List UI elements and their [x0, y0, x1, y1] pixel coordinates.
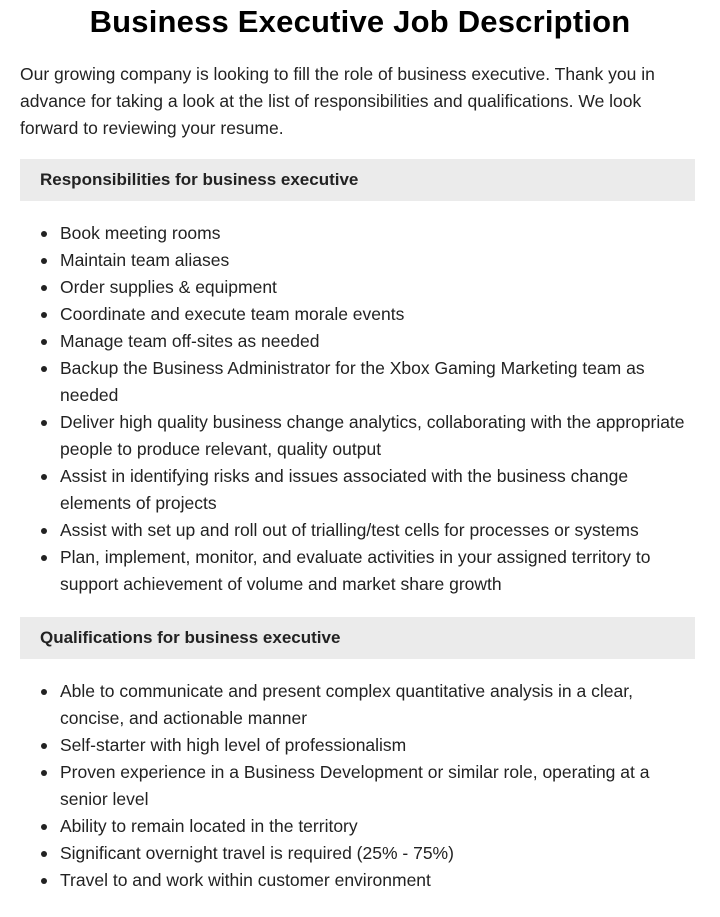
- responsibility-item: [20, 220, 695, 247]
- bullet-icon: [41, 878, 47, 884]
- responsibility-item: [20, 355, 695, 409]
- qualification-text: Travel to and work within customer environment: [60, 870, 431, 890]
- responsibility-text: Manage team off-sites as needed: [60, 331, 320, 351]
- qualification-text: Self-starter with high level of professionalism: [60, 735, 407, 755]
- bullet-icon: [41, 824, 47, 830]
- qualification-text: Significant overnight travel is required (25% - 75%): [60, 843, 454, 863]
- qualifications-list: [20, 678, 695, 894]
- qualification-text: Proven experience in a Business Development or similar role, operating at a senior level: [60, 762, 650, 809]
- responsibility-item: [20, 328, 695, 355]
- bullet-icon: [41, 555, 47, 561]
- bullet-icon: [41, 689, 47, 695]
- qualification-item: [20, 813, 695, 840]
- responsibility-text: Maintain team aliases: [60, 250, 230, 270]
- qualification-text: Able to communicate and present complex quantitative analysis in a clear, concise, and actionable manner: [60, 681, 633, 728]
- page-title: Business Executive Job Description: [89, 4, 631, 39]
- responsibility-text: Assist in identifying risks and issues associated with the business change elements of projects: [60, 466, 629, 513]
- bullet-icon: [41, 312, 47, 318]
- bullet-icon: [41, 851, 47, 857]
- responsibility-item: [20, 274, 695, 301]
- bullet-icon: [41, 770, 47, 776]
- bullet-icon: [41, 366, 47, 372]
- qualification-item: [20, 840, 695, 867]
- responsibility-item: [20, 517, 695, 544]
- qualification-item: [20, 867, 695, 894]
- qualifications-header: Qualifications for business executive: [20, 617, 695, 659]
- qualification-item: [20, 759, 695, 813]
- bullet-icon: [41, 285, 47, 291]
- responsibility-text: Coordinate and execute team morale events: [60, 304, 405, 324]
- responsibility-item: [20, 301, 695, 328]
- responsibility-item: [20, 463, 695, 517]
- responsibility-text: Book meeting rooms: [60, 223, 221, 243]
- bullet-icon: [41, 258, 47, 264]
- responsibilities-list: [20, 220, 695, 598]
- responsibility-text: Order supplies & equipment: [60, 277, 277, 297]
- responsibility-text: Assist with set up and roll out of trialling/test cells for processes or systems: [60, 520, 639, 540]
- bullet-icon: [41, 420, 47, 426]
- bullet-icon: [41, 743, 47, 749]
- qualification-item: [20, 732, 695, 759]
- responsibilities-header: Responsibilities for business executive: [20, 159, 695, 201]
- bullet-icon: [41, 528, 47, 534]
- responsibility-item: [20, 409, 695, 463]
- responsibility-item: [20, 544, 695, 598]
- bullet-icon: [41, 339, 47, 345]
- qualification-text: Ability to remain located in the territory: [60, 816, 358, 836]
- intro-paragraph: Our growing company is looking to fill the role of business executive. Thank you in advance for taking a look at the list of responsibilities and qualifications. We look forward to reviewing your resume.: [20, 64, 655, 138]
- qualification-item: [20, 678, 695, 732]
- responsibility-text: Deliver high quality business change analytics, collaborating with the appropriate people to produce relevant, quality output: [60, 412, 685, 459]
- responsibility-text: Plan, implement, monitor, and evaluate activities in your assigned territory to support achievement of volume and market share growth: [60, 547, 651, 594]
- responsibility-text: Backup the Business Administrator for the Xbox Gaming Marketing team as needed: [60, 358, 645, 405]
- responsibility-item: [20, 247, 695, 274]
- bullet-icon: [41, 474, 47, 480]
- bullet-icon: [41, 231, 47, 237]
